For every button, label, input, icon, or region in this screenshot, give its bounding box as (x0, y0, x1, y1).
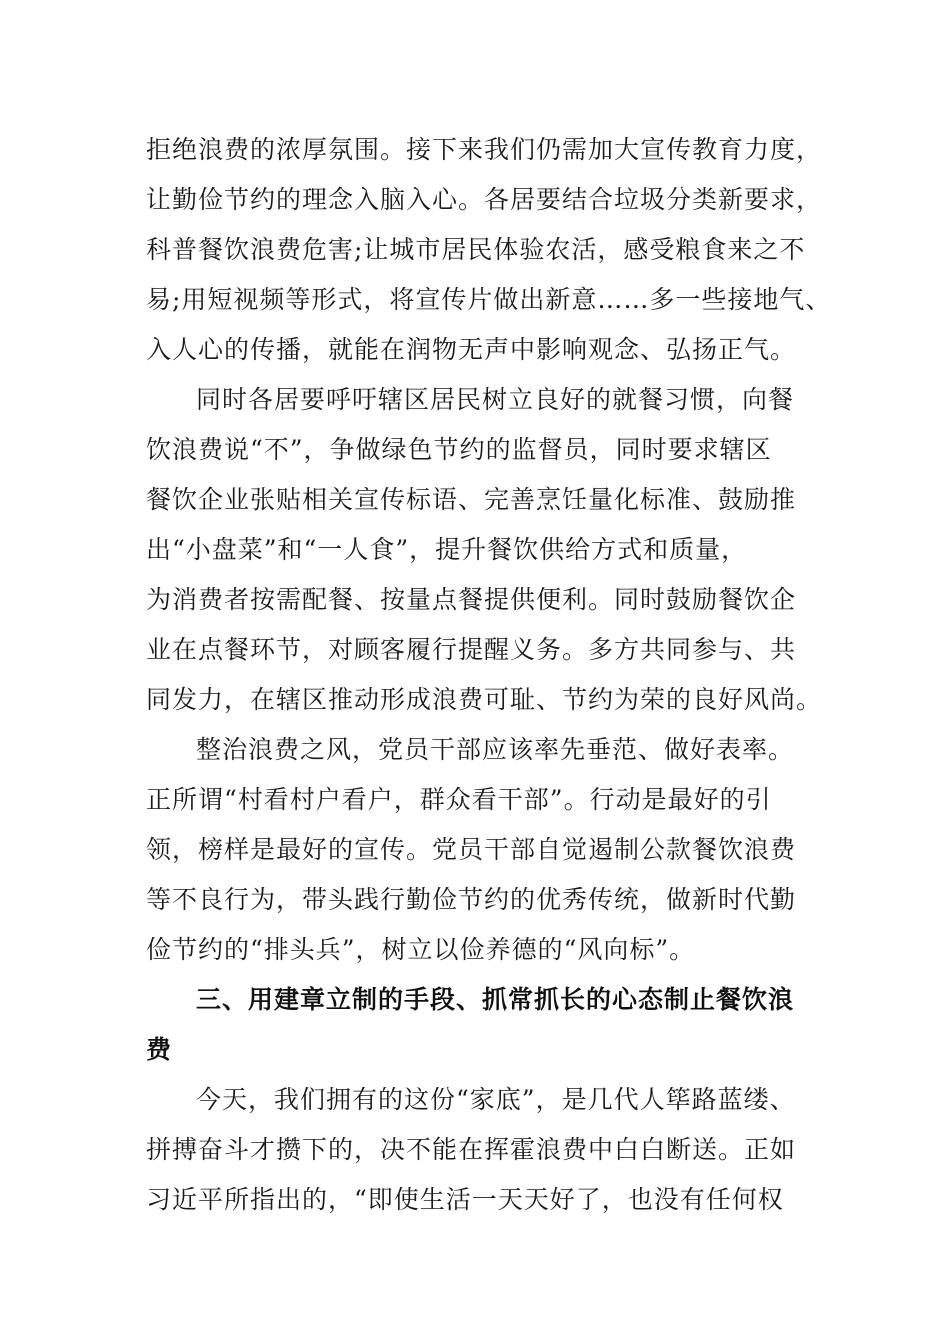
text-line: 拒绝浪费的浓厚氛围。接下来我们仍需加大宣传教育力度， (146, 135, 823, 164)
text-line: 同时各居要呼吁辖区居民树立良好的就餐习惯，向餐 (196, 385, 795, 414)
section-heading: 三、用建章立制的手段、抓常抓长的心态制止餐饮浪 (196, 985, 795, 1014)
text-line: 饮浪费说“不”，争做绿色节约的监督员，同时要求辖区 (146, 435, 772, 464)
text-line: 同发力，在辖区推动形成浪费可耻、节约为荣的良好风尚。 (146, 685, 823, 714)
section-heading: 费 (146, 1035, 173, 1064)
text-line: 让勤俭节约的理念入脑入心。各居要结合垃圾分类新要求， (146, 185, 823, 214)
text-line: 科普餐饮浪费危害;让城市居民体验农活，感受粮食来之不 (146, 235, 806, 264)
text-line: 拼搏奋斗才攒下的，决不能在挥霍浪费中白白断送。正如 (146, 1135, 797, 1164)
text-line: 正所谓“村看村户看户，群众看干部”。行动是最好的引 (146, 785, 772, 814)
text-line: 入人心的传播，就能在润物无声中影响观念、弘扬正气。 (146, 335, 797, 364)
text-line: 习近平所指出的，“即使生活一天天好了，也没有任何权 (146, 1185, 784, 1214)
text-line: 等不良行为，带头践行勤俭节约的优秀传统，做新时代勤 (146, 885, 797, 914)
text-line: 易;用短视频等形式，将宣传片做出新意……多一些接地气、 (146, 285, 832, 314)
text-line: 领，榜样是最好的宣传。党员干部自觉遏制公款餐饮浪费 (146, 835, 797, 864)
text-line: 餐饮企业张贴相关宣传标语、完善烹饪量化标准、鼓励推 (146, 485, 797, 514)
text-line: 俭节约的“排头兵”，树立以俭养德的“风向标”。 (146, 935, 696, 964)
text-line: 整治浪费之风，党员干部应该率先垂范、做好表率。 (196, 735, 795, 764)
text-line: 今天，我们拥有的这份“家底”，是几代人筚路蓝缕、 (196, 1085, 796, 1114)
text-line: 为消费者按需配餐、按量点餐提供便利。同时鼓励餐饮企 (146, 585, 797, 614)
text-line: 出“小盘菜”和“一人食”，提升餐饮供给方式和质量， (146, 535, 748, 564)
text-line: 业在点餐环节，对顾客履行提醒义务。多方共同参与、共 (146, 635, 797, 664)
